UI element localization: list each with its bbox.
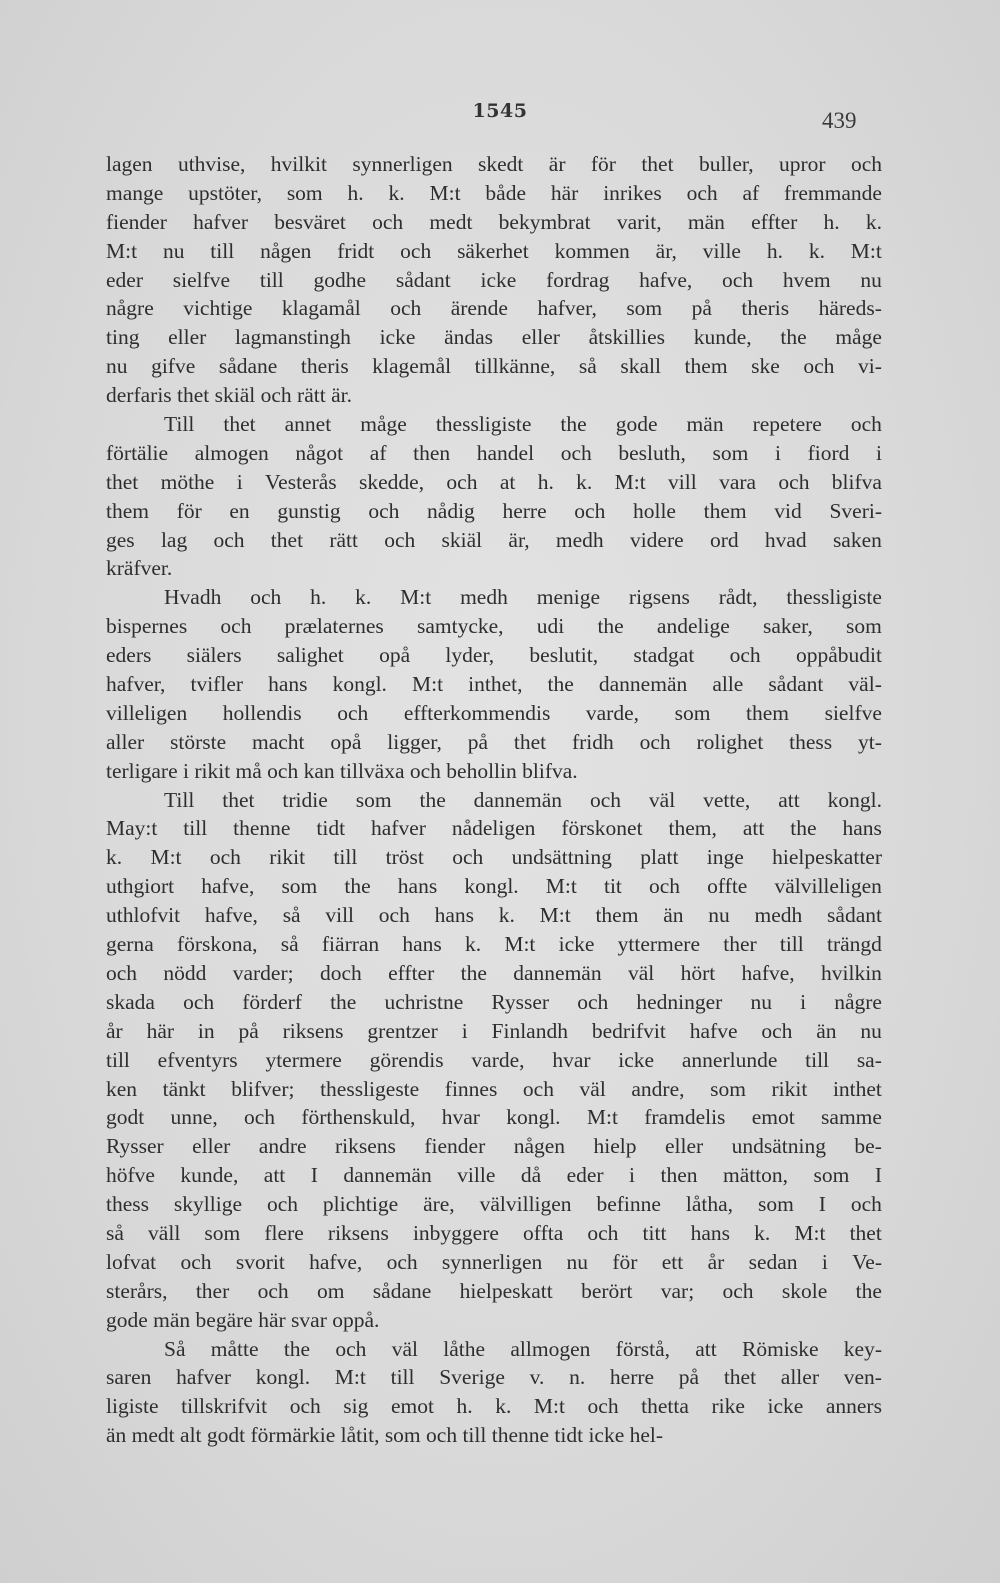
- body-text: [106, 150, 882, 1450]
- text-line: än medt alt godt förmärkie låtit, som och till thenne tidt icke hel-: [106, 1423, 664, 1448]
- text-line: så väll som flere riksens inbyggere offta och titt hans k. M:t thet: [106, 1220, 882, 1245]
- text-line: uthgiort hafve, som the hans kongl. M:t tit och offte välvilleligen: [106, 874, 882, 899]
- text-line: uthlofvit hafve, så vill och hans k. M:t them än nu medh sådant: [106, 903, 882, 928]
- text-line: k. M:t och rikit till tröst och undsättning platt inge hielpeskatter: [106, 845, 882, 870]
- running-head-year: 1545: [472, 100, 528, 122]
- text-line: höfve kunde, att I dannemän ville då eder i then mätton, som I: [106, 1163, 882, 1188]
- text-line: thet möthe i Vesterås skedde, och at h. k. M:t vill vara och blifva: [106, 469, 882, 494]
- text-line: bispernes och prælaternes samtycke, udi the andelige saker, som: [106, 614, 882, 639]
- text-line: Till thet annet måge thessligiste the gode män repetere och: [164, 412, 882, 437]
- text-line: lofvat och svorit hafve, och synnerligen nu för ett år sedan i Ve-: [106, 1249, 882, 1274]
- text-line: villeligen hollendis och effterkommendis varde, som them sielfve: [106, 700, 882, 725]
- text-line: nu gifve sådane theris klagemål tillkänne, så skall them ske och vi-: [106, 354, 882, 379]
- text-line: Hvadh och h. k. M:t medh menige rigsens rådt, thessligiste: [164, 585, 882, 610]
- text-line: förtälie almogen något af then handel och besluth, som i fiord i: [106, 440, 882, 465]
- text-line: gode män begäre här svar oppå.: [106, 1307, 380, 1332]
- text-line: godt unne, och förthenskuld, hvar kongl. M:t framdelis emot samme: [106, 1105, 882, 1130]
- text-line: hafver, tvifler hans kongl. M:t inthet, the dannemän alle sådant väl-: [106, 672, 882, 697]
- text-line: år här in på riksens grentzer i Finlandh bedrifvit hafve och än nu: [106, 1018, 882, 1043]
- paragraph: [106, 583, 882, 785]
- paragraph: [106, 410, 882, 583]
- text-line: saren hafver kongl. M:t till Sverige v. n. herre på thet aller ven-: [106, 1365, 882, 1390]
- text-line: derfaris thet skiäl och rätt är.: [106, 383, 352, 408]
- text-line: thess skyllige och plichtige äre, välvilligen befinne låtha, som I och: [106, 1192, 882, 1217]
- text-line: skada och förderf the uchristne Rysser och hedninger nu i någre: [106, 989, 882, 1014]
- text-line: ken tänkt blifver; thessligeste finnes och väl andre, som rikit inthet: [106, 1076, 882, 1101]
- text-line: eders siälers salighet opå lyder, beslutit, stadgat och oppåbudit: [106, 643, 882, 668]
- text-line: fiender hafver besväret och medt bekymbrat varit, män effter h. k.: [106, 209, 882, 234]
- paragraph: [106, 150, 882, 410]
- text-line: sterårs, ther och om sådane hielpeskatt berört var; och skole the: [106, 1278, 882, 1303]
- text-line: aller störste macht opå ligger, på thet fridh och rolighet thess yt-: [106, 729, 882, 754]
- text-line: lagen uthvise, hvilkit synnerligen skedt är för thet buller, upror och: [106, 152, 882, 176]
- text-line: May:t till thenne tidt hafver nådeligen förskonet them, att the hans: [106, 816, 882, 841]
- paragraph: [106, 786, 882, 1335]
- text-line: M:t nu till någen fridt och säkerhet kommen är, ville h. k. M:t: [106, 238, 882, 263]
- text-line: Till thet tridie som the dannemän och väl vette, att kongl.: [164, 787, 882, 812]
- text-line: och nödd varder; doch effter the dannemän väl hört hafve, hvilkin: [106, 960, 882, 985]
- text-line: eder sielfve till godhe sådant icke fordrag hafve, och hvem nu: [106, 267, 882, 292]
- text-line: till efventyrs ytermere görendis varde, hvar icke annerlunde till sa-: [106, 1047, 882, 1072]
- text-line: terligare i rikit må och kan tillväxa och behollin blifva.: [106, 758, 578, 783]
- text-line: Så måtte the och väl låthe allmogen förstå, att Römiske key-: [164, 1336, 882, 1361]
- text-line: ligiste tillskrifvit och sig emot h. k. M:t och thetta rike icke anners: [106, 1394, 882, 1419]
- text-line: ting eller lagmanstingh icke ändas eller åtskillies kunde, the måge: [106, 325, 882, 350]
- text-line: mange upstöter, som h. k. M:t både här inrikes och af fremmande: [106, 180, 882, 205]
- page-number: 439: [822, 108, 857, 133]
- text-line: Rysser eller andre riksens fiender någen hielp eller undsätning be-: [106, 1134, 882, 1159]
- text-line: kräfver.: [106, 556, 173, 581]
- text-line: them för en gunstig och nådig herre och holle them vid Sveri-: [106, 498, 882, 523]
- text-line: ges lag och thet rätt och skiäl är, medh videre ord hvad saken: [106, 527, 882, 552]
- text-line: gerna förskona, så fiärran hans k. M:t icke yttermere ther till trängd: [106, 932, 882, 957]
- text-line: någre vichtige klagamål och ärende hafver, som på theris häreds-: [106, 296, 882, 321]
- paragraph: [106, 1335, 882, 1451]
